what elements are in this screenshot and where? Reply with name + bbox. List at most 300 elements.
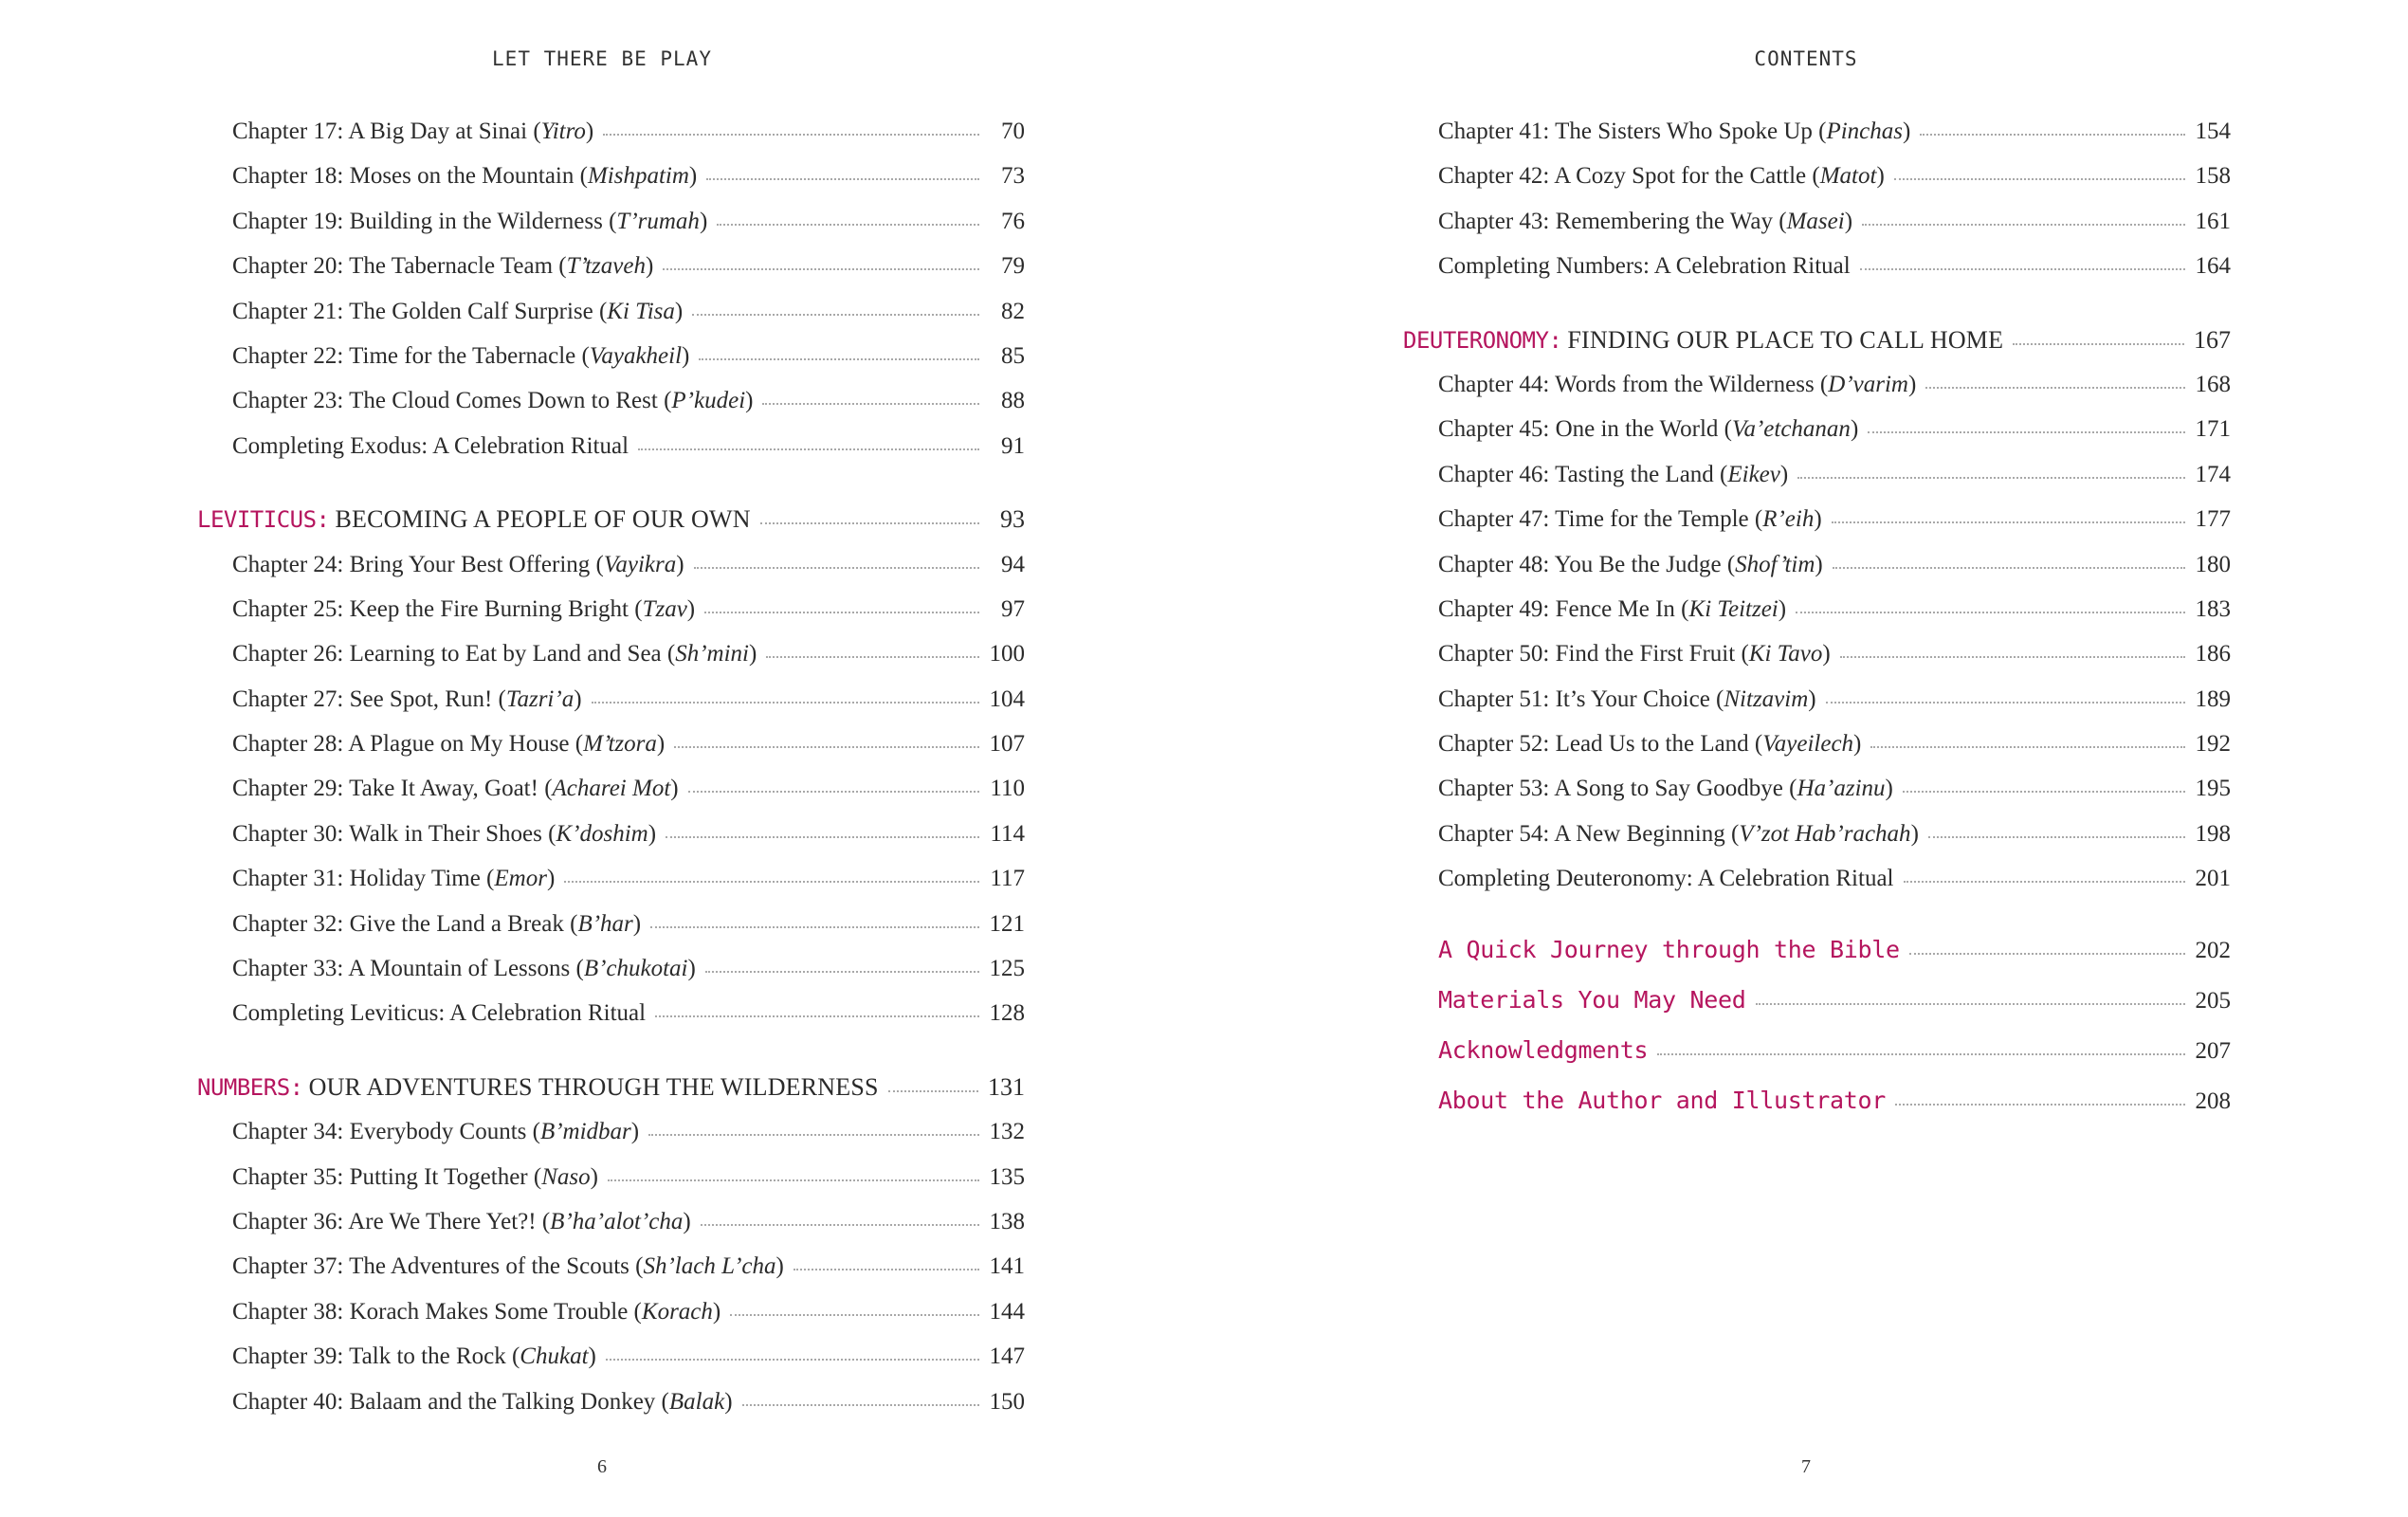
entry-title <box>1438 856 1894 901</box>
entry-page-number: 88 <box>1001 388 1025 414</box>
leader-dots <box>701 1223 979 1226</box>
leader-dots <box>692 313 979 316</box>
entry-text: Chapter 37: The Adventures of the Scouts ( <box>232 1253 644 1280</box>
leader-dots <box>1903 790 2185 793</box>
entry-paren: ) <box>676 551 684 577</box>
entry-paren: ) <box>590 1163 598 1190</box>
leader-dots <box>1860 267 2185 270</box>
section-title: BECOMING A PEOPLE OF OUR OWN <box>335 505 751 534</box>
parashah-name: Chukat <box>520 1343 589 1370</box>
entry-paren: ) <box>1885 776 1893 802</box>
toc-entry[interactable] <box>197 856 1025 901</box>
leader-dots <box>1797 476 2185 479</box>
entry-text: Chapter 52: Lead Us to the Land ( <box>1438 731 1763 758</box>
entry-page-number: 174 <box>2195 461 2231 487</box>
toc-entry[interactable] <box>1403 362 2231 407</box>
entry-paren: ) <box>674 298 684 324</box>
toc-entry[interactable] <box>1403 722 2231 766</box>
leader-dots <box>1833 566 2185 569</box>
entry-text: Chapter 41: The Sisters Who Spoke Up ( <box>1438 119 1827 144</box>
toc-entry[interactable] <box>197 542 1025 587</box>
leader-dots <box>706 177 979 180</box>
entry-paren: ) <box>645 253 654 280</box>
leader-dots <box>717 223 979 226</box>
leader-dots <box>1756 1002 2185 1005</box>
toc-entry[interactable] <box>1403 497 2231 541</box>
parashah-name: Sh’lach L’cha <box>643 1253 776 1280</box>
entry-title <box>232 722 665 766</box>
parashah-name: Vayeilech <box>1762 731 1854 758</box>
entry-paren: ) <box>775 1253 784 1280</box>
entry-title <box>1438 1075 1886 1126</box>
backmatter-label: A Quick Journey through the Bible <box>1438 935 1900 963</box>
toc-entry[interactable] <box>197 1199 1025 1244</box>
toc-entry[interactable] <box>197 631 1025 676</box>
entry-page-number: 138 <box>989 1208 1025 1234</box>
entry-page-number: 167 <box>2194 325 2231 354</box>
entry-paren: ) <box>630 1119 640 1145</box>
parashah-name: Shof’tim <box>1735 551 1815 577</box>
entry-page-number: 208 <box>2195 1087 2231 1114</box>
right-page <box>1204 0 2408 1517</box>
leader-dots <box>1657 1052 2185 1055</box>
table-of-contents <box>1403 109 2231 1125</box>
entry-title <box>1438 924 1900 976</box>
leader-dots <box>766 655 979 658</box>
leader-dots <box>663 267 979 270</box>
entry-page-number: 177 <box>2195 506 2231 533</box>
parashah-name: M’tzora <box>583 731 657 758</box>
entry-title <box>1438 631 1831 676</box>
leader-dots <box>704 611 979 613</box>
leader-dots <box>1862 223 2185 226</box>
entry-text: Completing Exodus: A Celebration Ritual <box>232 432 629 459</box>
entry-title <box>1438 975 1746 1026</box>
entry-title <box>232 289 683 334</box>
section-title: OUR ADVENTURES THROUGH THE WILDERNESS <box>308 1072 879 1101</box>
parashah-name: Naso <box>541 1163 591 1190</box>
parashah-name: Tzav <box>642 595 687 622</box>
entry-title <box>1403 318 2003 363</box>
entry-page-number: 93 <box>1000 505 1025 534</box>
section-heading[interactable] <box>197 1065 1025 1109</box>
parashah-name: B’ha’alot’cha <box>550 1208 684 1234</box>
table-of-contents <box>197 109 1025 1424</box>
entry-text: Chapter 25: Keep the Fire Burning Bright ( <box>232 595 643 622</box>
entry-paren: ) <box>687 956 696 982</box>
toc-entry[interactable] <box>1403 812 2231 856</box>
entry-text: Chapter 42: A Cozy Spot for the Cattle ( <box>1438 163 1820 190</box>
entry-paren: ) <box>1876 163 1885 190</box>
leader-dots <box>794 1268 979 1270</box>
toc-entry[interactable] <box>197 766 1025 811</box>
entry-text: Chapter 17: A Big Day at Sinai ( <box>232 119 541 144</box>
section-title: FINDING OUR PLACE TO CALL HOME <box>1567 325 2004 354</box>
page-number: 6 <box>597 1456 607 1477</box>
toc-entry[interactable] <box>197 289 1025 334</box>
parashah-name: Masei <box>1786 208 1845 234</box>
leader-dots <box>674 745 979 748</box>
entry-paren: ) <box>574 685 582 712</box>
entry-title <box>232 1334 596 1379</box>
leader-dots <box>606 1358 979 1361</box>
entry-text: Chapter 48: You Be the Judge ( <box>1438 551 1736 577</box>
entry-page-number: 107 <box>989 731 1025 758</box>
entry-text: Chapter 29: Take It Away, Goat! ( <box>232 776 553 802</box>
toc-entry[interactable] <box>197 1334 1025 1379</box>
parashah-name: R’eih <box>1762 506 1815 533</box>
entry-text: Chapter 26: Learning to Eat by Land and Sea ( <box>232 641 676 667</box>
entry-text: Chapter 45: One in the World ( <box>1438 416 1732 443</box>
entry-title <box>232 1199 691 1244</box>
toc-entry[interactable] <box>1403 856 2231 901</box>
entry-page-number: 117 <box>990 866 1025 892</box>
toc-entry[interactable] <box>1403 677 2231 722</box>
parashah-name: T’tzaveh <box>566 253 646 280</box>
toc-entry[interactable] <box>1403 199 2231 244</box>
leader-dots <box>1920 133 2185 136</box>
entry-title <box>232 1289 721 1334</box>
parashah-name: Ha’azinu <box>1797 776 1886 802</box>
entry-text: Completing Deuteronomy: A Celebration Ritual <box>1438 866 1894 892</box>
entry-page-number: 171 <box>2195 416 2231 443</box>
entry-page-number: 85 <box>1001 342 1025 369</box>
backmatter-entry[interactable] <box>1403 975 2231 1025</box>
parashah-name: Yitro <box>540 119 586 144</box>
toc-entry[interactable] <box>1403 154 2231 198</box>
parashah-name: Acharei Mot <box>552 776 671 802</box>
entry-paren: ) <box>546 866 556 892</box>
parashah-name: Emor <box>494 866 547 892</box>
entry-title <box>1438 542 1823 587</box>
entry-title <box>232 677 582 722</box>
toc-entry[interactable] <box>1403 542 2231 587</box>
entry-paren: ) <box>670 776 679 802</box>
entry-title <box>232 424 629 468</box>
section-heading[interactable] <box>1403 318 2231 362</box>
entry-page-number: 198 <box>2195 820 2231 847</box>
toc-entry[interactable] <box>197 722 1025 766</box>
entry-page-number: 202 <box>2195 937 2231 963</box>
entry-text: Completing Numbers: A Celebration Ritual <box>1438 253 1851 280</box>
entry-text: Chapter 47: Time for the Temple ( <box>1438 506 1763 533</box>
entry-title <box>232 1109 639 1154</box>
leader-dots <box>1796 611 2185 613</box>
leader-dots <box>608 1179 979 1181</box>
entry-title <box>1438 407 1858 451</box>
entry-title <box>232 199 707 244</box>
toc-entry[interactable] <box>197 334 1025 378</box>
entry-page-number: 94 <box>1001 551 1025 577</box>
entry-title <box>232 766 679 811</box>
entry-title <box>232 244 653 288</box>
entry-title <box>1438 677 1816 722</box>
entry-text: Chapter 24: Bring Your Best Offering ( <box>232 551 604 577</box>
entry-page-number: 141 <box>989 1253 1025 1280</box>
entry-paren: ) <box>1778 595 1787 622</box>
entry-page-number: 195 <box>2195 776 2231 802</box>
entry-page-number: 121 <box>989 910 1025 937</box>
toc-entry[interactable] <box>197 1155 1025 1199</box>
parashah-name: Korach <box>641 1298 713 1325</box>
leader-dots <box>655 1014 979 1017</box>
parashah-name: Tazri’a <box>505 685 575 712</box>
entry-page-number: 76 <box>1001 208 1025 234</box>
backmatter-entry[interactable] <box>1403 924 2231 975</box>
entry-text: Chapter 33: A Mountain of Lessons ( <box>232 956 584 982</box>
entry-paren: ) <box>699 208 708 234</box>
entry-page-number: 131 <box>988 1072 1025 1101</box>
entry-title <box>1438 722 1861 766</box>
entry-text: Completing Leviticus: A Celebration Ritual <box>232 1000 647 1027</box>
entry-page-number: 186 <box>2195 641 2231 667</box>
entry-paren: ) <box>745 388 754 414</box>
leader-dots <box>650 925 979 928</box>
entry-title <box>1438 362 1916 407</box>
toc-entry[interactable] <box>197 991 1025 1035</box>
entry-page-number: 144 <box>989 1298 1025 1325</box>
toc-entry[interactable] <box>197 1109 1025 1154</box>
entry-page-number: 114 <box>990 820 1025 847</box>
entry-title <box>232 154 697 198</box>
leader-dots <box>1870 745 2185 748</box>
entry-page-number: 207 <box>2195 1037 2231 1064</box>
entry-text: Chapter 49: Fence Me In ( <box>1438 595 1689 622</box>
leader-dots <box>699 357 979 360</box>
entry-paren: ) <box>588 1343 596 1370</box>
entry-title <box>197 1065 879 1110</box>
leader-dots <box>688 790 979 793</box>
entry-page-number: 205 <box>2195 987 2231 1014</box>
entry-paren: ) <box>656 731 666 758</box>
entry-text: Chapter 35: Putting It Together ( <box>232 1163 542 1190</box>
entry-page-number: 164 <box>2195 253 2231 280</box>
entry-paren: ) <box>632 910 642 937</box>
leader-dots <box>694 566 979 569</box>
entry-page-number: 79 <box>1001 253 1025 280</box>
entry-text: Chapter 51: It’s Your Choice ( <box>1438 685 1724 712</box>
toc-entry[interactable] <box>1403 766 2231 811</box>
toc-entry[interactable] <box>197 1380 1025 1424</box>
leader-dots <box>760 521 979 524</box>
leader-dots <box>762 402 979 405</box>
entry-title <box>232 378 753 423</box>
section-label: NUMBERS: <box>197 1073 303 1101</box>
entry-title <box>232 856 555 901</box>
parashah-name: Vayikra <box>603 551 677 577</box>
entry-text: Chapter 27: See Spot, Run! ( <box>232 685 506 712</box>
leader-dots <box>1925 386 2185 389</box>
entry-page-number: 180 <box>2195 551 2231 577</box>
entry-page-number: 82 <box>1001 298 1025 324</box>
toc-entry[interactable] <box>197 587 1025 631</box>
leader-dots <box>648 1133 979 1136</box>
entry-title <box>197 497 751 542</box>
running-head: LET THERE BE PLAY <box>492 47 712 70</box>
toc-entry[interactable] <box>197 902 1025 946</box>
parashah-name: K’doshim <box>556 820 648 847</box>
entry-page-number: 154 <box>2195 119 2231 144</box>
entry-paren: ) <box>1779 461 1789 487</box>
toc-entry[interactable] <box>197 244 1025 288</box>
toc-entry[interactable] <box>197 109 1025 154</box>
entry-paren: ) <box>1822 641 1831 667</box>
toc-entry[interactable] <box>1403 631 2231 676</box>
entry-paren: ) <box>1808 685 1816 712</box>
entry-paren: ) <box>1910 820 1919 847</box>
entry-text: Chapter 22: Time for the Tabernacle ( <box>232 342 590 369</box>
entry-text: Chapter 43: Remembering the Way ( <box>1438 208 1787 234</box>
parashah-name: Sh’mini <box>675 641 749 667</box>
entry-text: Chapter 46: Tasting the Land ( <box>1438 461 1728 487</box>
entry-paren: ) <box>1844 208 1853 234</box>
leader-dots <box>888 1089 978 1092</box>
backmatter-label: Materials You May Need <box>1438 985 1746 1014</box>
entry-page-number: 135 <box>989 1163 1025 1190</box>
entry-page-number: 183 <box>2195 595 2231 622</box>
toc-entry[interactable] <box>1403 452 2231 497</box>
section-label: DEUTERONOMY: <box>1403 326 1562 354</box>
entry-text: Chapter 31: Holiday Time ( <box>232 866 495 892</box>
leader-dots <box>1832 521 2185 523</box>
parashah-name: Ki Tavo <box>1748 641 1823 667</box>
parashah-name: Nitzavim <box>1724 685 1809 712</box>
entry-page-number: 201 <box>2195 866 2231 892</box>
leader-dots <box>1928 835 2185 838</box>
entry-paren: ) <box>749 641 757 667</box>
leader-dots <box>1904 880 2186 883</box>
entry-page-number: 161 <box>2195 208 2231 234</box>
parashah-name: B’har <box>577 910 633 937</box>
leader-dots <box>638 448 979 450</box>
toc-entry[interactable] <box>197 1244 1025 1289</box>
section-heading[interactable] <box>197 497 1025 541</box>
entry-paren: ) <box>648 820 657 847</box>
parashah-name: D’varim <box>1828 371 1908 397</box>
parashah-name: T’rumah <box>616 208 700 234</box>
parashah-name: Eikev <box>1727 461 1780 487</box>
entry-title <box>232 1155 598 1199</box>
entry-text: Chapter 34: Everybody Counts ( <box>232 1119 540 1145</box>
running-head: CONTENTS <box>1754 47 1858 70</box>
toc-entry[interactable] <box>197 199 1025 244</box>
entry-page-number: 97 <box>1001 595 1025 622</box>
entry-page-number: 168 <box>2195 371 2231 397</box>
parashah-name: Vayakheil <box>589 342 683 369</box>
entry-text: Chapter 53: A Song to Say Goodbye ( <box>1438 776 1797 802</box>
entry-title <box>1438 154 1885 198</box>
leader-dots <box>2013 342 2184 345</box>
entry-title <box>232 631 757 676</box>
entry-title <box>1438 109 1910 154</box>
toc-entry[interactable] <box>197 378 1025 423</box>
entry-page-number: 158 <box>2195 163 2231 190</box>
entry-page-number: 100 <box>989 641 1025 667</box>
entry-title <box>232 902 641 946</box>
parashah-name: V’zot Hab’rachah <box>1739 820 1911 847</box>
leader-dots <box>1840 655 2185 658</box>
entry-page-number: 73 <box>1001 163 1025 190</box>
leader-dots <box>564 880 979 883</box>
entry-page-number: 189 <box>2195 685 2231 712</box>
entry-title <box>232 1244 784 1289</box>
parashah-name: B’midbar <box>539 1119 631 1145</box>
entry-page-number: 147 <box>989 1343 1025 1370</box>
leader-dots <box>666 835 979 838</box>
entry-page-number: 150 <box>989 1388 1025 1415</box>
toc-entry[interactable] <box>1403 244 2231 288</box>
entry-text: Chapter 19: Building in the Wilderness ( <box>232 208 617 234</box>
entry-text: Chapter 36: Are We There Yet?! ( <box>232 1208 551 1234</box>
toc-entry[interactable] <box>197 812 1025 856</box>
entry-page-number: 110 <box>990 776 1025 802</box>
entry-title <box>1438 766 1893 811</box>
entry-page-number: 132 <box>989 1119 1025 1145</box>
toc-entry[interactable] <box>1403 587 2231 631</box>
backmatter-entry[interactable] <box>1403 1025 2231 1075</box>
leader-dots <box>705 970 979 973</box>
toc-entry[interactable] <box>197 154 1025 198</box>
toc-entry[interactable] <box>197 946 1025 991</box>
entry-paren: ) <box>1903 119 1911 144</box>
section-label: LEVITICUS: <box>197 506 330 534</box>
entry-paren: ) <box>1814 506 1822 533</box>
entry-title <box>1438 497 1822 541</box>
entry-text: Chapter 38: Korach Makes Some Trouble ( <box>232 1298 642 1325</box>
leader-dots <box>1826 701 2185 704</box>
entry-paren: ) <box>1907 371 1917 397</box>
parashah-name: Pinchas <box>1826 119 1903 144</box>
entry-title <box>232 109 593 154</box>
toc-entry[interactable] <box>1403 407 2231 451</box>
leader-dots <box>742 1403 979 1406</box>
toc-entry[interactable] <box>197 677 1025 722</box>
entry-title <box>232 542 684 587</box>
leader-dots <box>730 1313 979 1316</box>
backmatter-entry[interactable] <box>1403 1075 2231 1125</box>
entry-text: Chapter 28: A Plague on My House ( <box>232 731 584 758</box>
parashah-name: Balak <box>668 1388 725 1415</box>
leader-dots <box>1895 1103 2185 1106</box>
parashah-name: Ki Teitzei <box>1688 595 1779 622</box>
entry-page-number: 125 <box>989 956 1025 982</box>
entry-paren: ) <box>1815 551 1823 577</box>
leader-dots <box>603 133 979 136</box>
backmatter-label: About the Author and Illustrator <box>1438 1086 1887 1114</box>
leader-dots <box>1894 177 2185 180</box>
entry-text: Chapter 18: Moses on the Mountain ( <box>232 163 588 190</box>
entry-paren: ) <box>724 1388 733 1415</box>
entry-page-number: 104 <box>989 685 1025 712</box>
entry-paren: ) <box>1850 416 1859 443</box>
toc-entry[interactable] <box>197 1289 1025 1334</box>
entry-title <box>1438 199 1852 244</box>
parashah-name: Mishpatim <box>587 163 689 190</box>
entry-text: Chapter 40: Balaam and the Talking Donkey ( <box>232 1388 669 1415</box>
entry-text: Chapter 20: The Tabernacle Team ( <box>232 253 567 280</box>
entry-title <box>1438 452 1788 497</box>
entry-page-number: 192 <box>2195 731 2231 758</box>
entry-paren: ) <box>585 119 594 144</box>
leader-dots <box>1909 952 2185 955</box>
entry-paren: ) <box>1853 731 1862 758</box>
toc-entry[interactable] <box>1403 109 2231 154</box>
entry-text: Chapter 39: Talk to the Rock ( <box>232 1343 520 1370</box>
entry-page-number: 70 <box>1001 119 1025 144</box>
entry-text: Chapter 23: The Cloud Comes Down to Rest ( <box>232 388 672 414</box>
entry-text: Chapter 32: Give the Land a Break ( <box>232 910 578 937</box>
toc-entry[interactable] <box>197 424 1025 468</box>
